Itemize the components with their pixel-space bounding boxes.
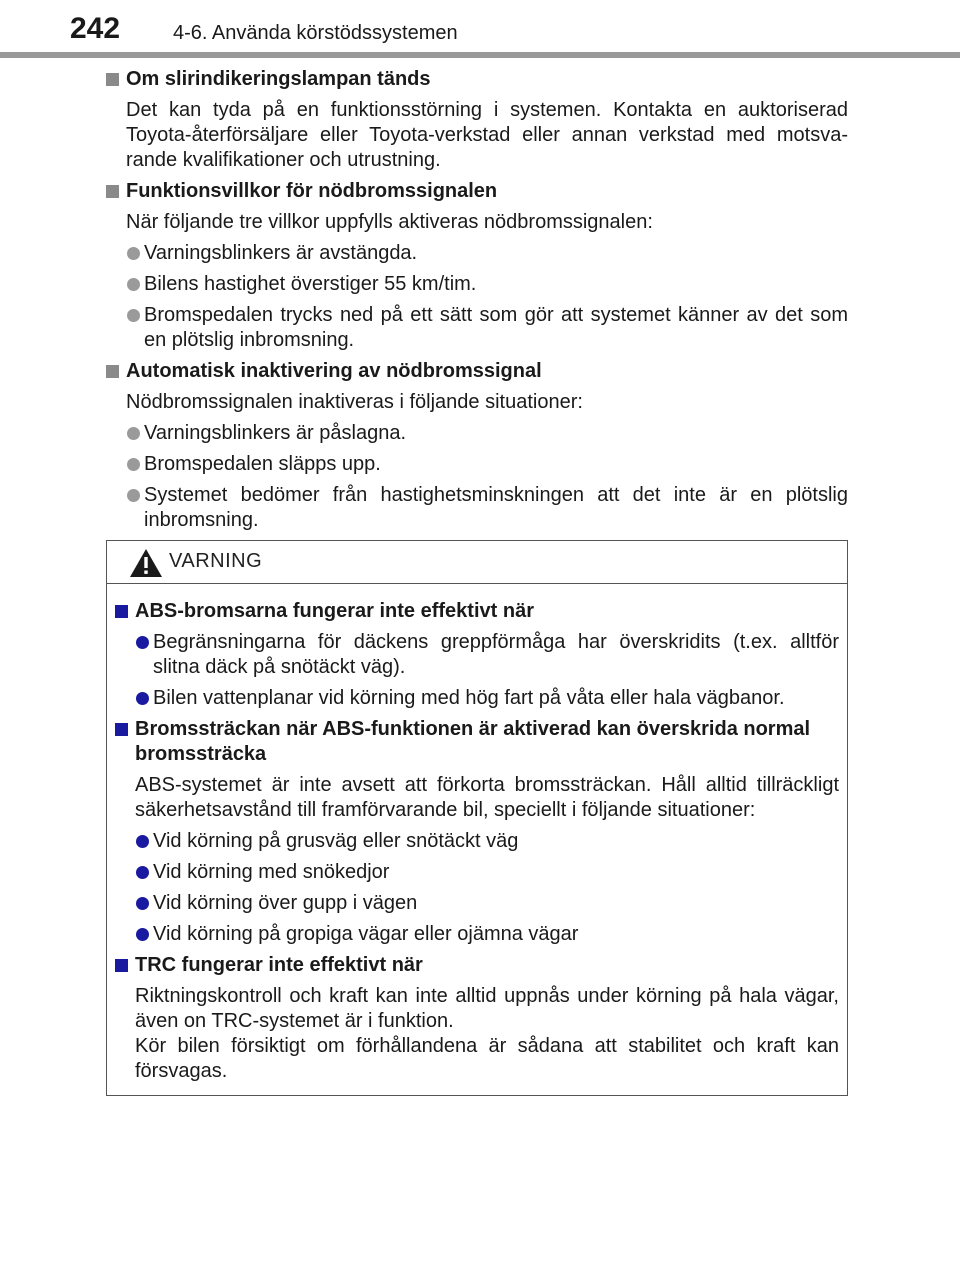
round-bullet-icon — [136, 835, 149, 848]
square-bullet-icon — [106, 185, 119, 198]
list-item: Bromspedalen släpps upp. — [106, 452, 848, 477]
list-item: Vid körning på grusväg eller snötäckt väg — [115, 829, 839, 854]
paragraph: Riktningskontroll och kraft kan inte alltid uppnås under körning på hala vägar, även on TRC-systemet är i funktion. Kör bilen försiktigt om förhållandena är sådana att stabilitet och kraft kan försvagas. — [135, 985, 839, 1082]
round-bullet-icon — [127, 489, 140, 502]
square-bullet-icon — [115, 605, 128, 618]
chapter-title: 4-6. Använda körstödssystemen — [173, 22, 458, 44]
list-item: Vid körning över gupp i vägen — [115, 891, 839, 916]
section-heading: Funktionsvillkor för nödbromssignalen — [106, 179, 848, 204]
round-bullet-icon — [127, 427, 140, 440]
list-item: Begränsningarna för däckens greppförmåga har överskridits (t.ex. alltför slitna däck på snötäckt väg). — [115, 630, 839, 680]
warning-heading: TRC fungerar inte effektivt när — [115, 953, 839, 978]
warning-title: VARNING — [169, 550, 263, 572]
square-bullet-icon — [106, 365, 119, 378]
warning-heading: ABS-bromsarna fungerar inte effektivt när — [115, 599, 839, 624]
square-bullet-icon — [106, 73, 119, 86]
main-content — [106, 67, 848, 539]
section-heading: Om slirindikeringslampan tänds — [106, 67, 848, 92]
list-item: Varningsblinkers är avstängda. — [106, 241, 848, 266]
round-bullet-icon — [136, 636, 149, 649]
page-header — [0, 0, 960, 60]
warning-heading: Bromssträckan när ABS-funktionen är aktiverad kan överskrida normal bromssträcka — [115, 717, 839, 767]
list-item: Bromspedalen trycks ned på ett sätt som gör att systemet känner av det som en plötslig inbromsning. — [106, 303, 848, 353]
warning-header — [107, 541, 847, 584]
warning-content — [115, 599, 839, 1090]
list-item: Bilens hastighet överstiger 55 km/tim. — [106, 272, 848, 297]
round-bullet-icon — [136, 897, 149, 910]
paragraph: Det kan tyda på en funktionsstörning i systemen. Kontakta en auktoriserad Toyota-återförsäljare eller Toyota-verkstad eller annan verkstad med motsva-rande kvalifikationer och utrustning. — [126, 99, 848, 171]
page-number: 242 — [70, 12, 121, 45]
list-item: Systemet bedömer från hastighetsminskningen att det inte är en plötslig inbromsning. — [106, 483, 848, 533]
header-rule — [0, 52, 960, 58]
round-bullet-icon — [127, 278, 140, 291]
section-heading: Automatisk inaktivering av nödbromssignal — [106, 359, 848, 384]
round-bullet-icon — [136, 866, 149, 879]
warning-triangle-icon — [129, 548, 163, 583]
list-item: Vid körning med snökedjor — [115, 860, 839, 885]
round-bullet-icon — [136, 692, 149, 705]
list-item: Vid körning på gropiga vägar eller ojämna vägar — [115, 922, 839, 947]
warning-box — [106, 540, 848, 1096]
list-item: Bilen vattenplanar vid körning med hög fart på våta eller hala vägbanor. — [115, 686, 839, 711]
square-bullet-icon — [115, 723, 128, 736]
list-item: Varningsblinkers är påslagna. — [106, 421, 848, 446]
square-bullet-icon — [115, 959, 128, 972]
paragraph: När följande tre villkor uppfylls aktiveras nödbromssignalen: — [126, 211, 653, 233]
round-bullet-icon — [127, 458, 140, 471]
paragraph: Nödbromssignalen inaktiveras i följande situationer: — [126, 391, 583, 413]
round-bullet-icon — [127, 247, 140, 260]
round-bullet-icon — [136, 928, 149, 941]
paragraph: ABS-systemet är inte avsett att förkorta bromssträckan. Håll alltid tillräckligt säkerhetsavstånd till framförvarande bil, speciellt i följande situationer: — [135, 774, 839, 821]
round-bullet-icon — [127, 309, 140, 322]
